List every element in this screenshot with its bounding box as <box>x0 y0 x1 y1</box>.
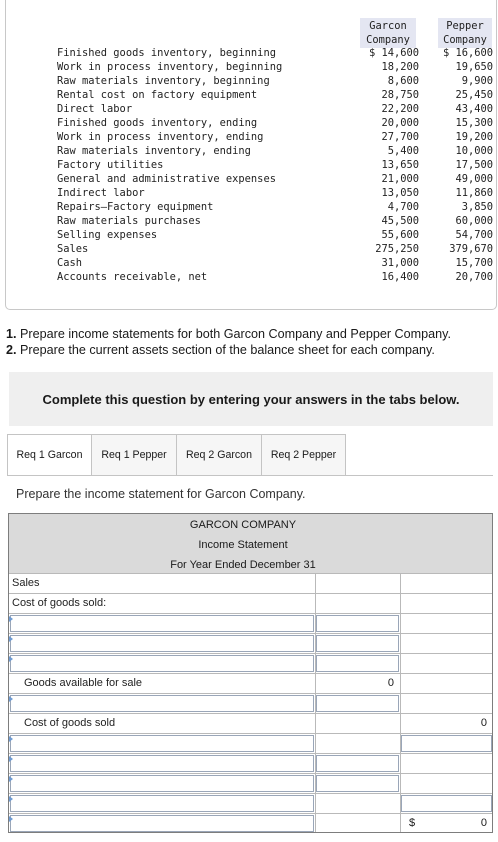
data-row <box>6 214 498 228</box>
data-row-pepper-value: 3,850 <box>461 201 493 213</box>
row-entry-4 <box>9 693 493 713</box>
data-row-garcon-value: 55,600 <box>381 229 419 241</box>
data-row <box>6 270 498 284</box>
data-row-pepper-value: 379,670 <box>449 243 493 255</box>
data-row-label: Raw materials inventory, beginning <box>57 75 270 87</box>
row-cost-of-goods-sold <box>9 713 493 733</box>
tab-req2-pepper[interactable]: Req 2 Pepper <box>262 434 346 476</box>
currency-symbol: $ <box>409 817 416 829</box>
dropdown-marker-icon <box>9 696 13 702</box>
data-row-garcon-value: 28,750 <box>381 89 419 101</box>
data-row <box>6 200 498 214</box>
row-cogs-heading <box>9 593 493 613</box>
requirement-tabs <box>7 434 346 476</box>
row-entry-1 <box>9 613 493 633</box>
data-row-label: Selling expenses <box>57 229 158 241</box>
entry-3-label-select[interactable] <box>9 654 315 673</box>
statement-company: GARCON COMPANY <box>189 519 297 531</box>
data-row-pepper-value: 43,400 <box>455 103 493 115</box>
sales-label[interactable]: Sales <box>12 577 40 589</box>
dropdown-marker-icon <box>9 776 13 782</box>
dropdown-marker-icon <box>9 656 13 662</box>
entry-2-right <box>400 634 493 653</box>
data-row-label: Rental cost on factory equipment <box>57 89 258 101</box>
data-row-pepper-value: 15,700 <box>455 257 493 269</box>
cogs-heading-mid <box>315 594 400 613</box>
entry-2-amount-input[interactable] <box>315 634 400 653</box>
data-row-label: Raw materials inventory, ending <box>57 145 251 157</box>
sales-amount-input[interactable] <box>400 574 493 593</box>
data-row-pepper-value: 60,000 <box>455 215 493 227</box>
row-sales <box>9 573 493 593</box>
instruction-2-number: 2. <box>6 343 17 357</box>
data-row <box>6 256 498 270</box>
data-row-garcon-value: 27,700 <box>381 131 419 143</box>
entry-4-right <box>400 694 493 713</box>
data-row-pepper-value: 25,450 <box>455 89 493 101</box>
data-row-garcon-value: 275,250 <box>375 243 419 255</box>
data-row-label: Finished goods inventory, ending <box>57 117 258 129</box>
data-row-garcon-value: 31,000 <box>381 257 419 269</box>
entry-6-label-select[interactable] <box>9 754 315 773</box>
data-row-pepper-value: 9,900 <box>461 75 493 87</box>
entry-7-right <box>400 774 493 793</box>
data-row-garcon-value: 16,400 <box>381 271 419 283</box>
data-row-pepper-value: 11,860 <box>455 187 493 199</box>
statement-header <box>9 514 493 574</box>
data-row-garcon-value: $ 14,600 <box>368 47 419 59</box>
entry-6-amount-input[interactable] <box>315 754 400 773</box>
dropdown-marker-icon <box>9 736 13 742</box>
data-row-pepper-value: 54,700 <box>455 229 493 241</box>
data-row <box>6 144 498 158</box>
entry-4-amount-input[interactable] <box>315 694 400 713</box>
question-prompt: Prepare the income statement for Garcon Company. <box>16 487 306 501</box>
statement-period: For Year Ended December 31 <box>170 559 316 571</box>
sales-mid-cell[interactable] <box>315 574 400 593</box>
cost-of-goods-sold-mid <box>315 714 400 733</box>
data-row-garcon-value: 45,500 <box>381 215 419 227</box>
row-entry-8 <box>9 793 493 813</box>
data-row-label: Work in process inventory, beginning <box>57 61 283 73</box>
instruction-1-number: 1. <box>6 327 17 341</box>
entry-8-amount-input[interactable] <box>400 794 493 813</box>
data-row-garcon-value: 8,600 <box>387 75 419 87</box>
dropdown-marker-icon <box>9 816 13 822</box>
data-row <box>6 158 498 172</box>
entry-7-label-select[interactable] <box>9 774 315 793</box>
row-entry-5 <box>9 733 493 753</box>
column-header-pepper-line1: Pepper <box>446 20 484 32</box>
instruction-1-text: Prepare income statements for both Garcon Company and Pepper Company. <box>20 327 451 341</box>
tab-req1-pepper[interactable]: Req 1 Pepper <box>92 434 177 476</box>
data-row-label: Cash <box>57 257 83 269</box>
goods-available-right <box>400 674 493 693</box>
data-rows <box>6 46 498 284</box>
data-row <box>6 88 498 102</box>
dropdown-marker-icon <box>9 636 13 642</box>
data-row <box>6 228 498 242</box>
goods-available-label: Goods available for sale <box>24 677 143 689</box>
data-row-pepper-value: 20,700 <box>455 271 493 283</box>
dropdown-marker-icon <box>9 756 13 762</box>
data-row-garcon-value: 22,200 <box>381 103 419 115</box>
statement-title: Income Statement <box>198 539 288 551</box>
data-row-garcon-value: 4,700 <box>387 201 419 213</box>
goods-available-value: 0 <box>315 674 400 693</box>
entry-1-label-select[interactable] <box>9 614 315 633</box>
data-row-label: General and administrative expenses <box>57 173 276 185</box>
entry-6-right <box>400 754 493 773</box>
net-total-value: 0 <box>480 817 487 829</box>
data-row-pepper-value: 15,300 <box>455 117 493 129</box>
entry-3-amount-input[interactable] <box>315 654 400 673</box>
instruction-2-text: Prepare the current assets section of the balance sheet for each company. <box>20 343 435 357</box>
tab-divider <box>7 475 493 476</box>
data-row <box>6 102 498 116</box>
entry-8-mid <box>315 794 400 813</box>
data-row-garcon-value: 21,000 <box>381 173 419 185</box>
net-total-cell <box>400 814 493 833</box>
data-row <box>6 116 498 130</box>
instructions <box>6 326 451 358</box>
entry-8-label-select[interactable] <box>9 794 315 813</box>
row-entry-7 <box>9 773 493 793</box>
cogs-heading-right <box>400 594 493 613</box>
data-row-garcon-value: 20,000 <box>381 117 419 129</box>
data-row <box>6 172 498 186</box>
entry-5-label-select[interactable] <box>9 734 315 753</box>
entry-2-label-select[interactable] <box>9 634 315 653</box>
column-header-pepper-line2: Company <box>443 33 487 46</box>
data-row <box>6 186 498 200</box>
tab-req2-garcon[interactable]: Req 2 Garcon <box>177 434 262 476</box>
tab-req1-garcon[interactable]: Req 1 Garcon <box>7 434 92 476</box>
entry-1-right <box>400 614 493 633</box>
row-net-total <box>9 813 493 833</box>
entry-3-right <box>400 654 493 673</box>
data-row-label: Sales <box>57 243 89 255</box>
net-total-label-select[interactable] <box>9 814 315 833</box>
data-row-pepper-value: 19,200 <box>455 131 493 143</box>
entry-7-amount-input[interactable] <box>315 774 400 793</box>
entry-5-mid <box>315 734 400 753</box>
data-row-garcon-value: 18,200 <box>381 61 419 73</box>
data-row-pepper-value: 49,000 <box>455 173 493 185</box>
entry-1-amount-input[interactable] <box>315 614 400 633</box>
data-row-label: Accounts receivable, net <box>57 271 208 283</box>
column-header-garcon <box>360 18 416 48</box>
column-header-pepper <box>438 18 492 48</box>
data-row-label: Raw materials purchases <box>57 215 201 227</box>
data-row-garcon-value: 5,400 <box>387 145 419 157</box>
instruction-1 <box>6 326 451 342</box>
data-row-label: Direct labor <box>57 103 133 115</box>
data-row-pepper-value: 10,000 <box>455 145 493 157</box>
data-row <box>6 242 498 256</box>
entry-5-amount-input[interactable] <box>400 734 493 753</box>
complete-banner: Complete this question by entering your answers in the tabs below. <box>9 372 493 426</box>
instruction-2 <box>6 342 451 358</box>
row-entry-6 <box>9 753 493 773</box>
data-row-pepper-value: $ 16,600 <box>442 47 493 59</box>
data-row-pepper-value: 17,500 <box>455 159 493 171</box>
data-row-label: Work in process inventory, ending <box>57 131 264 143</box>
data-row-pepper-value: 19,650 <box>455 61 493 73</box>
dropdown-marker-icon <box>9 796 13 802</box>
cogs-heading-label: Cost of goods sold: <box>12 597 107 609</box>
net-total-mid <box>315 814 400 833</box>
data-panel <box>5 0 497 310</box>
entry-4-label-select[interactable] <box>9 694 315 713</box>
cost-of-goods-sold-label: Cost of goods sold <box>24 717 116 729</box>
data-row <box>6 60 498 74</box>
column-header-garcon-line2: Company <box>366 33 410 46</box>
dropdown-marker-icon <box>9 616 13 622</box>
data-row-garcon-value: 13,050 <box>381 187 419 199</box>
data-row <box>6 130 498 144</box>
income-statement <box>8 513 493 833</box>
data-row <box>6 74 498 88</box>
data-row-label: Finished goods inventory, beginning <box>57 47 276 59</box>
data-row-label: Indirect labor <box>57 187 145 199</box>
data-row-label: Factory utilities <box>57 159 164 171</box>
cost-of-goods-sold-value: 0 <box>400 714 493 733</box>
row-goods-available <box>9 673 493 693</box>
data-row-garcon-value: 13,650 <box>381 159 419 171</box>
column-header-garcon-line1: Garcon <box>369 20 407 32</box>
data-row <box>6 46 498 60</box>
row-entry-3 <box>9 653 493 673</box>
row-entry-2 <box>9 633 493 653</box>
data-row-label: Repairs—Factory equipment <box>57 201 214 213</box>
